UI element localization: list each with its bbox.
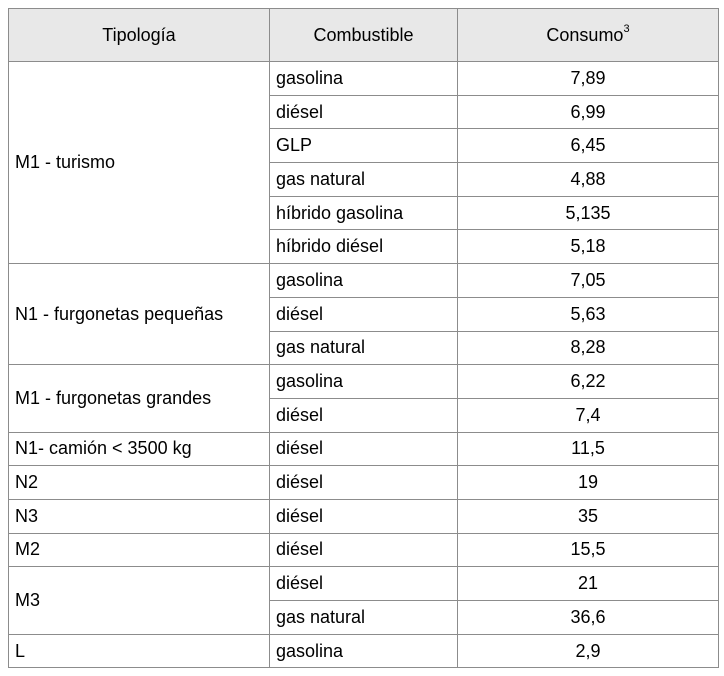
table-row — [9, 62, 719, 96]
cell-consumo: 7,05 — [458, 264, 719, 298]
table-row — [9, 432, 719, 466]
cell-combustible: gasolina — [270, 264, 458, 298]
cell-tipologia: M3 — [9, 567, 270, 634]
cell-tipologia: N3 — [9, 499, 270, 533]
header-consumo — [458, 9, 719, 62]
cell-combustible: diésel — [270, 398, 458, 432]
table-header — [9, 9, 719, 62]
cell-combustible: híbrido gasolina — [270, 196, 458, 230]
cell-combustible: gasolina — [270, 365, 458, 399]
cell-tipologia: M1 - turismo — [9, 62, 270, 264]
cell-consumo: 6,99 — [458, 95, 719, 129]
cell-consumo: 8,28 — [458, 331, 719, 365]
header-combustible: Combustible — [270, 9, 458, 62]
table-row — [9, 466, 719, 500]
cell-combustible: gasolina — [270, 634, 458, 668]
table-row — [9, 533, 719, 567]
cell-tipologia: N1 - furgonetas pequeñas — [9, 264, 270, 365]
cell-combustible: diésel — [270, 466, 458, 500]
header-consumo-label: Consumo — [546, 24, 624, 45]
cell-combustible: gas natural — [270, 331, 458, 365]
cell-consumo: 15,5 — [458, 533, 719, 567]
cell-combustible: gas natural — [270, 601, 458, 635]
cell-combustible: diésel — [270, 95, 458, 129]
consumption-table — [8, 8, 719, 668]
cell-combustible: diésel — [270, 297, 458, 331]
cell-combustible: GLP — [270, 129, 458, 163]
table-row — [9, 567, 719, 601]
cell-combustible: diésel — [270, 499, 458, 533]
cell-consumo: 5,18 — [458, 230, 719, 264]
cell-consumo: 35 — [458, 499, 719, 533]
cell-tipologia: N2 — [9, 466, 270, 500]
cell-consumo: 5,135 — [458, 196, 719, 230]
cell-combustible: híbrido diésel — [270, 230, 458, 264]
cell-tipologia: N1- camión < 3500 kg — [9, 432, 270, 466]
header-row — [9, 9, 719, 62]
cell-consumo: 5,63 — [458, 297, 719, 331]
cell-consumo: 7,4 — [458, 398, 719, 432]
cell-consumo: 19 — [458, 466, 719, 500]
cell-combustible: gasolina — [270, 62, 458, 96]
table-row — [9, 264, 719, 298]
table-row — [9, 499, 719, 533]
cell-consumo: 7,89 — [458, 62, 719, 96]
header-consumo-footnote: 3 — [623, 22, 630, 35]
table-row — [9, 365, 719, 399]
cell-tipologia: L — [9, 634, 270, 668]
cell-consumo: 6,45 — [458, 129, 719, 163]
cell-consumo: 36,6 — [458, 601, 719, 635]
cell-tipologia: M1 - furgonetas grandes — [9, 365, 270, 432]
cell-combustible: diésel — [270, 432, 458, 466]
cell-combustible: diésel — [270, 533, 458, 567]
table-row — [9, 634, 719, 668]
cell-consumo: 6,22 — [458, 365, 719, 399]
cell-consumo: 21 — [458, 567, 719, 601]
header-tipologia: Tipología — [9, 9, 270, 62]
cell-consumo: 2,9 — [458, 634, 719, 668]
cell-tipologia: M2 — [9, 533, 270, 567]
cell-combustible: diésel — [270, 567, 458, 601]
table-body — [9, 62, 719, 668]
cell-consumo: 11,5 — [458, 432, 719, 466]
cell-combustible: gas natural — [270, 163, 458, 197]
cell-consumo: 4,88 — [458, 163, 719, 197]
